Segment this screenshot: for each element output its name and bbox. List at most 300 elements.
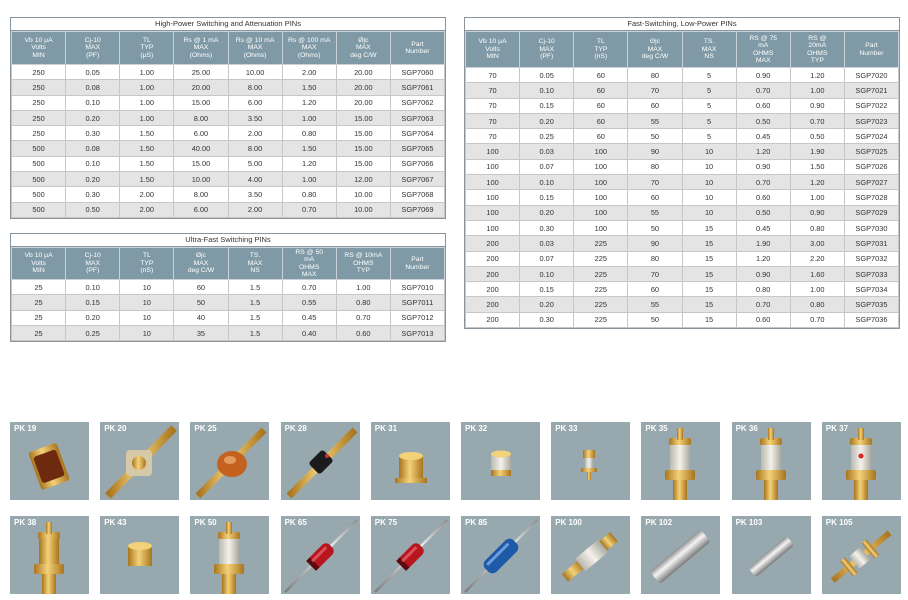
table-row	[12, 141, 445, 156]
table-row	[12, 65, 445, 80]
table-cell: 15.00	[174, 156, 228, 171]
table-cell: SGP7069	[390, 202, 444, 217]
table-cell: 1.20	[736, 144, 790, 159]
table-row	[12, 80, 445, 95]
table-cell: SGP7062	[390, 95, 444, 110]
table-cell: SGP7034	[844, 282, 898, 297]
table-row	[12, 325, 445, 340]
table-cell: 250	[12, 80, 66, 95]
table-cell: 0.05	[66, 65, 120, 80]
column-header: Part Number	[390, 248, 444, 280]
table-cell: 0.50	[790, 129, 844, 144]
ceramic-stud-icon	[190, 516, 269, 594]
table-cell: 1.00	[282, 110, 336, 125]
table-cell: 50	[628, 220, 682, 235]
table-cell: 0.15	[520, 282, 574, 297]
table-cell: 500	[12, 187, 66, 202]
table-cell: 225	[574, 282, 628, 297]
table-cell: 0.90	[790, 98, 844, 113]
table-cell: 0.50	[736, 205, 790, 220]
table-cell: 2.00	[228, 202, 282, 217]
column-header: RS @ 10mA OHMS TYP	[336, 248, 390, 280]
table-row	[466, 297, 899, 312]
table-cell: 225	[574, 312, 628, 327]
table-title: Fast-Switching, Low-Power PINs	[465, 18, 899, 31]
table-cell: SGP7027	[844, 175, 898, 190]
package-tile	[100, 422, 179, 500]
table-cell: 0.30	[520, 220, 574, 235]
table-cell: 0.60	[736, 312, 790, 327]
table-cell: 0.20	[66, 310, 120, 325]
table-cell: 1.50	[120, 126, 174, 141]
table-cell: 15	[682, 312, 736, 327]
table-cell: 100	[574, 205, 628, 220]
table-cell: 60	[574, 129, 628, 144]
package-label: PK 103	[735, 518, 763, 527]
table-cell: 1.60	[790, 266, 844, 281]
table-row	[466, 251, 899, 266]
table-cell: 100	[574, 159, 628, 174]
table-cell: 1.00	[790, 83, 844, 98]
table-cell: 55	[628, 205, 682, 220]
table-cell: 90	[628, 236, 682, 251]
column-header: Vb 10 μA Volts MIN	[12, 248, 66, 280]
column-header: Cj-10 MAX (PF)	[66, 248, 120, 280]
axial-blue-icon	[461, 516, 540, 594]
table-cell: 70	[628, 175, 682, 190]
ceramic-stud-icon	[641, 422, 720, 500]
table-cell: SGP7025	[844, 144, 898, 159]
table-cell: 6.00	[174, 126, 228, 141]
table-cell: 8.00	[228, 80, 282, 95]
package-tile	[822, 422, 901, 500]
table-cell: 200	[466, 266, 520, 281]
table-cell: 15.00	[336, 110, 390, 125]
table-cell: 0.15	[520, 190, 574, 205]
package-label: PK 38	[14, 518, 37, 527]
table-cell: 500	[12, 172, 66, 187]
table-cell: 5	[682, 68, 736, 83]
table-cell: SGP7011	[390, 295, 444, 310]
table-cell: 1.00	[282, 172, 336, 187]
package-tile	[281, 422, 360, 500]
table-cell: 60	[574, 98, 628, 113]
column-header: Part Number	[844, 32, 898, 68]
stripline-black-icon	[281, 422, 360, 500]
column-header: RS @ 75 mA OHMS MAX	[736, 32, 790, 68]
table-cell: 25	[12, 325, 66, 340]
table-cell: 70	[628, 266, 682, 281]
table-cell: 50	[174, 295, 228, 310]
table-row	[12, 295, 445, 310]
table-cell: 8.00	[174, 110, 228, 125]
table-cell: 0.10	[66, 156, 120, 171]
table-cell: 4.00	[228, 172, 282, 187]
table-cell: SGP7036	[844, 312, 898, 327]
table-cell: 10	[120, 280, 174, 295]
table-cell: 0.10	[66, 280, 120, 295]
column-header: Vb 10 μA Volts MIN	[12, 32, 66, 65]
fast-low-power-table	[464, 17, 900, 329]
column-header: TS. MAX NS	[228, 248, 282, 280]
data-table	[465, 31, 899, 328]
table-title: Ultra-Fast Switching PINs	[11, 234, 445, 247]
table-cell: 1.20	[790, 68, 844, 83]
table-cell: 100	[466, 159, 520, 174]
table-cell: 1.00	[336, 280, 390, 295]
column-header: Cj-10 MAX (PF)	[520, 32, 574, 68]
table-row	[466, 282, 899, 297]
package-label: PK 75	[374, 518, 398, 527]
table-cell: 35	[174, 325, 228, 340]
column-header: Rs @ 1 mA MAX (Ohms)	[174, 32, 228, 65]
table-cell: 50	[628, 129, 682, 144]
table-row	[466, 83, 899, 98]
table-cell: 0.07	[520, 159, 574, 174]
table-row	[12, 95, 445, 110]
table-cell: 10.00	[336, 202, 390, 217]
table-cell: 0.20	[66, 172, 120, 187]
table-cell: 55	[628, 297, 682, 312]
table-cell: 25	[12, 295, 66, 310]
table-cell: 1.50	[282, 141, 336, 156]
package-label: PK 32	[465, 424, 488, 433]
package-tile	[822, 516, 901, 594]
table-cell: 1.00	[120, 110, 174, 125]
table-cell: 500	[12, 141, 66, 156]
package-label: PK 102	[645, 518, 673, 527]
table-cell: 10	[682, 144, 736, 159]
table-cell: 0.90	[736, 159, 790, 174]
table-row	[12, 280, 445, 295]
package-tile	[732, 422, 811, 500]
table-cell: 40.00	[174, 141, 228, 156]
table-cell: 0.08	[66, 141, 120, 156]
table-cell: 0.30	[520, 312, 574, 327]
table-row	[466, 312, 899, 327]
package-tile	[551, 422, 630, 500]
table-cell: 0.30	[66, 187, 120, 202]
table-cell: SGP7033	[844, 266, 898, 281]
table-row	[466, 98, 899, 113]
table-cell: 5	[682, 83, 736, 98]
table-cell: 5.00	[228, 156, 282, 171]
table-cell: 0.20	[520, 113, 574, 128]
table-cell: SGP7026	[844, 159, 898, 174]
table-row	[466, 129, 899, 144]
table-cell: 1.20	[282, 95, 336, 110]
package-tile	[461, 516, 540, 594]
table-row	[12, 310, 445, 325]
table-cell: SGP7023	[844, 113, 898, 128]
ceramic-stud-red-icon	[822, 422, 901, 500]
table-cell: 100	[466, 144, 520, 159]
table-cell: 15	[682, 251, 736, 266]
table-cell: 225	[574, 236, 628, 251]
table-cell: 2.00	[282, 65, 336, 80]
table-cell: 0.10	[520, 175, 574, 190]
table-cell: 1.00	[120, 65, 174, 80]
table-cell: 60	[174, 280, 228, 295]
table-cell: 3.50	[228, 187, 282, 202]
table-cell: 1.00	[790, 190, 844, 205]
table-cell: SGP7024	[844, 129, 898, 144]
table-cell: 15.00	[174, 95, 228, 110]
table-cell: 0.20	[520, 297, 574, 312]
table-row	[12, 126, 445, 141]
table-cell: 1.5	[228, 280, 282, 295]
table-cell: 5	[682, 98, 736, 113]
package-label: PK 31	[374, 424, 398, 433]
column-header: Θjc MAX deg C/W	[628, 32, 682, 68]
table-cell: 200	[466, 297, 520, 312]
table-cell: 1.20	[736, 251, 790, 266]
table-cell: SGP7065	[390, 141, 444, 156]
table-cell: 0.15	[520, 98, 574, 113]
table-cell: 100	[466, 175, 520, 190]
table-row	[466, 144, 899, 159]
table-cell: 5	[682, 113, 736, 128]
table-row	[466, 68, 899, 83]
table-row	[466, 190, 899, 205]
package-tile	[190, 516, 269, 594]
table-cell: 0.80	[282, 187, 336, 202]
table-cell: SGP7020	[844, 68, 898, 83]
table-cell: 10	[682, 190, 736, 205]
header-row	[12, 32, 445, 65]
table-cell: 70	[466, 83, 520, 98]
table-body	[12, 280, 445, 341]
table-cell: 0.70	[736, 83, 790, 98]
table-cell: 0.25	[520, 129, 574, 144]
table-cell: 10	[682, 159, 736, 174]
table-cell: 60	[628, 98, 682, 113]
table-cell: 0.60	[736, 98, 790, 113]
package-tile	[371, 516, 450, 594]
table-cell: 1.5	[228, 325, 282, 340]
table-cell: SGP7061	[390, 80, 444, 95]
table-cell: 0.40	[282, 325, 336, 340]
table-cell: SGP7030	[844, 220, 898, 235]
data-table	[11, 247, 445, 341]
table-cell: 1.50	[120, 141, 174, 156]
table-cell: 0.70	[282, 280, 336, 295]
table-cell: 40	[174, 310, 228, 325]
table-cell: SGP7029	[844, 205, 898, 220]
package-label: PK 20	[104, 424, 127, 433]
table-cell: 60	[574, 68, 628, 83]
table-cell: 100	[574, 190, 628, 205]
table-cell: 15	[682, 266, 736, 281]
table-cell: 200	[466, 236, 520, 251]
table-cell: 0.45	[282, 310, 336, 325]
package-label: PK 65	[284, 518, 307, 527]
table-cell: 80	[628, 68, 682, 83]
table-cell: 250	[12, 110, 66, 125]
table-cell: 50	[628, 312, 682, 327]
table-cell: 1.5	[228, 310, 282, 325]
package-gallery	[10, 422, 900, 594]
column-header: Rs @ 10 mA MAX (Ohms)	[228, 32, 282, 65]
data-table	[11, 31, 445, 218]
package-tile	[641, 516, 720, 594]
package-label: PK 85	[465, 518, 488, 527]
package-label: PK 35	[645, 424, 668, 433]
table-cell: 100	[574, 144, 628, 159]
table-cell: 15	[682, 297, 736, 312]
table-cell: 1.5	[228, 295, 282, 310]
table-cell: 10	[120, 310, 174, 325]
table-cell: 250	[12, 126, 66, 141]
table-cell: 60	[574, 83, 628, 98]
table-cell: 0.50	[66, 202, 120, 217]
table-cell: 1.00	[120, 95, 174, 110]
table-cell: 0.80	[790, 220, 844, 235]
package-tile	[641, 422, 720, 500]
package-label: PK 43	[104, 518, 127, 527]
table-cell: 225	[574, 251, 628, 266]
table-cell: 15	[682, 236, 736, 251]
table-cell: 0.30	[66, 126, 120, 141]
table-cell: 0.20	[66, 110, 120, 125]
table-cell: 1.50	[790, 159, 844, 174]
table-cell: 10.00	[336, 187, 390, 202]
table-cell: 70	[466, 98, 520, 113]
ceramic-stud-icon	[732, 422, 811, 500]
table-cell: 10	[682, 175, 736, 190]
table-cell: 0.07	[520, 251, 574, 266]
table-cell: 15	[682, 220, 736, 235]
table-cell: 0.45	[736, 220, 790, 235]
table-cell: 100	[466, 220, 520, 235]
table-cell: 0.70	[736, 297, 790, 312]
cylinder-silver-icon	[641, 516, 720, 594]
package-tile	[10, 516, 89, 594]
chip-brown-icon	[10, 422, 89, 500]
table-cell: SGP7010	[390, 280, 444, 295]
table-cell: 0.80	[282, 126, 336, 141]
table-cell: 0.10	[66, 95, 120, 110]
table-cell: 1.50	[120, 156, 174, 171]
table-cell: 250	[12, 65, 66, 80]
table-cell: 8.00	[228, 141, 282, 156]
table-cell: 0.90	[790, 205, 844, 220]
table-cell: 25	[12, 280, 66, 295]
package-label: PK 33	[555, 424, 578, 433]
table-cell: 10	[682, 205, 736, 220]
table-row	[466, 175, 899, 190]
table-cell: 70	[466, 129, 520, 144]
package-label: PK 105	[825, 518, 853, 527]
table-cell: 225	[574, 297, 628, 312]
table-cell: 0.20	[520, 205, 574, 220]
column-header: Øjc MAX deg C/W	[174, 248, 228, 280]
table-cell: SGP7063	[390, 110, 444, 125]
package-tile	[10, 422, 89, 500]
table-cell: 500	[12, 156, 66, 171]
table-cell: 10	[120, 325, 174, 340]
table-row	[12, 172, 445, 187]
table-cell: 60	[574, 113, 628, 128]
table-cell: 20.00	[336, 80, 390, 95]
table-cell: 6.00	[228, 95, 282, 110]
table-cell: 80	[628, 251, 682, 266]
table-cell: 0.03	[520, 144, 574, 159]
table-cell: 3.00	[790, 236, 844, 251]
table-cell: 0.10	[520, 266, 574, 281]
table-cell: SGP7035	[844, 297, 898, 312]
table-cell: 0.80	[736, 282, 790, 297]
package-tile	[371, 422, 450, 500]
table-cell: 90	[628, 144, 682, 159]
table-cell: 60	[628, 282, 682, 297]
ultra-fast-table	[10, 233, 446, 342]
column-header: TS. MAX NS	[682, 32, 736, 68]
column-header: TL TYP (nS)	[120, 248, 174, 280]
table-cell: 100	[574, 220, 628, 235]
table-cell: 10.00	[174, 172, 228, 187]
package-label: PK 100	[555, 518, 582, 527]
table-cell: 3.50	[228, 110, 282, 125]
table-cell: 55	[628, 113, 682, 128]
header-row	[466, 32, 899, 68]
table-cell: 0.60	[736, 190, 790, 205]
table-cell: 0.80	[336, 295, 390, 310]
table-cell: 200	[466, 282, 520, 297]
table-cell: 225	[574, 266, 628, 281]
table-body	[466, 68, 899, 328]
table-cell: SGP7060	[390, 65, 444, 80]
table-cell: 100	[466, 190, 520, 205]
package-tile	[100, 516, 179, 594]
table-cell: SGP7022	[844, 98, 898, 113]
table-cell: 0.90	[736, 68, 790, 83]
table-cell: 0.50	[736, 113, 790, 128]
gold-pin-icon	[822, 516, 901, 594]
gold-pill-icon	[100, 516, 179, 594]
table-cell: 1.00	[790, 282, 844, 297]
high-power-table	[10, 17, 446, 219]
table-cell: 0.70	[790, 113, 844, 128]
table-cell: 0.60	[336, 325, 390, 340]
table-cell: 100	[574, 175, 628, 190]
table-cell: 0.55	[282, 295, 336, 310]
table-cell: 2.20	[790, 251, 844, 266]
table-cell: SGP7032	[844, 251, 898, 266]
table-cell: SGP7021	[844, 83, 898, 98]
gold-stud-icon	[371, 422, 450, 500]
table-cell: 0.08	[66, 80, 120, 95]
table-cell: 70	[466, 68, 520, 83]
table-cell: 0.15	[66, 295, 120, 310]
table-cell: SGP7064	[390, 126, 444, 141]
table-row	[466, 113, 899, 128]
table-cell: 250	[12, 95, 66, 110]
axial-red-icon	[281, 516, 360, 594]
table-cell: 0.25	[66, 325, 120, 340]
stripline-disc-icon	[190, 422, 269, 500]
table-cell: SGP7067	[390, 172, 444, 187]
cylinder-silver-small-icon	[732, 516, 811, 594]
package-tile	[281, 516, 360, 594]
table-cell: 1.20	[282, 156, 336, 171]
table-cell: 1.90	[790, 144, 844, 159]
table-cell: 1.00	[120, 80, 174, 95]
table-cell: 1.90	[736, 236, 790, 251]
table-cell: 0.70	[336, 310, 390, 325]
table-cell: 0.70	[736, 175, 790, 190]
table-cell: SGP7066	[390, 156, 444, 171]
